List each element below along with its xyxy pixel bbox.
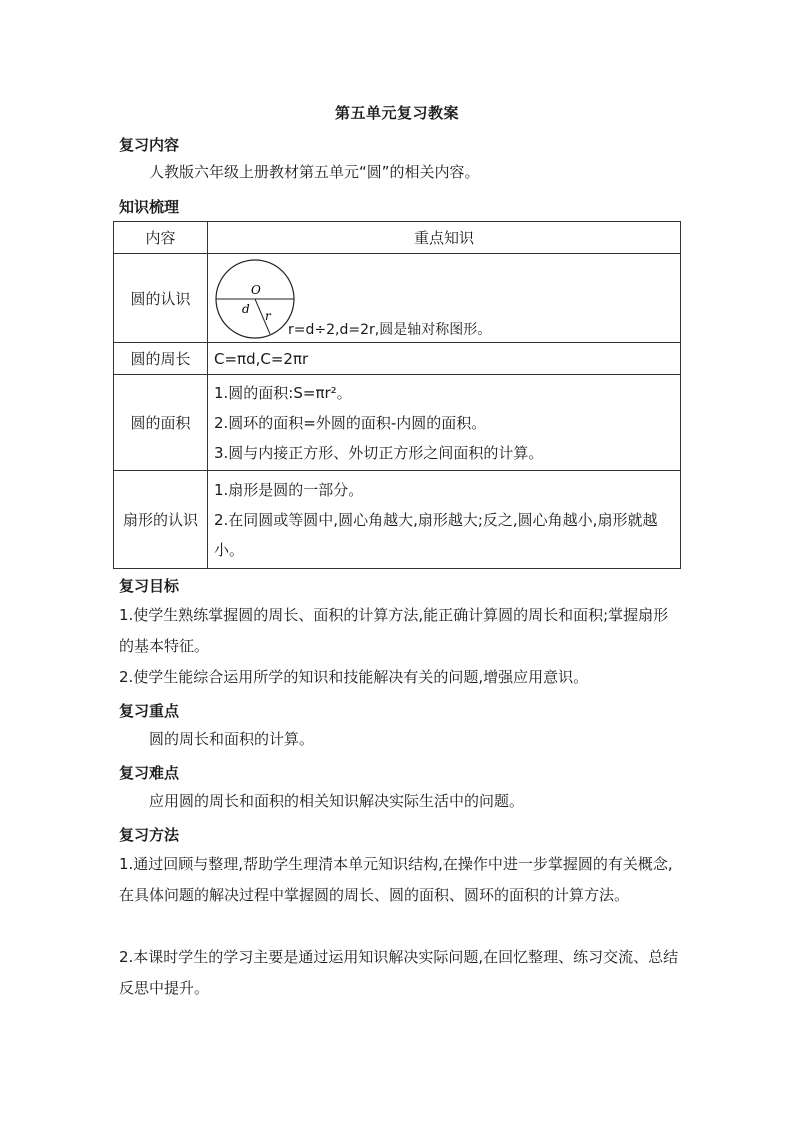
table-header-row [114,222,681,254]
content-text: 人教版六年级上册教材第五单元“圆”的相关内容。 [149,163,480,181]
section-heading-content: 复习内容 [119,136,180,154]
goal-item-1: 1.使学生熟练掌握圆的周长、面积的计算方法,能正确计算圆的周长和面积;掌握扇形的基本特征。 [119,606,669,655]
section-heading-key-points: 复习重点 [119,702,180,720]
row-content [208,343,681,375]
area-line-1: 1.圆的面积:S=πr²。 [214,383,352,402]
row-topic: 圆的认识 [114,254,208,343]
section-heading-methods: 复习方法 [119,826,180,844]
row-topic: 圆的周长 [114,343,208,375]
section-heading-knowledge: 知识梳理 [119,198,180,216]
difficulties-text: 应用圆的周长和面积的相关知识解决实际生活中的问题。 [149,792,525,810]
row-topic: 扇形的认识 [114,471,208,569]
method-item-2: 2.本课时学生的学习主要是通过运用知识解决实际问题,在回忆整理、练习交流、总结反思中提升。 [119,948,679,997]
area-line-3: 3.圆与内接正方形、外切正方形之间面积的计算。 [214,443,544,462]
section-heading-difficulties: 复习难点 [119,764,180,782]
label-diameter: d [242,302,250,316]
section-heading-goals: 复习目标 [119,577,180,595]
circle-figure [214,256,674,340]
method-item-1: 1.通过回顾与整理,帮助学生理清本单元知识结构,在操作中进一步掌握圆的有关概念,在具体问题的解决过程中掌握圆的周长、圆的面积、圆环的面积的计算方法。 [119,855,673,904]
table-row [114,254,681,343]
row-content [208,254,681,343]
sector-line-1: 1.扇形是圆的一部分。 [214,480,364,499]
row-content [208,471,681,569]
table-header-key-knowledge: 重点知识 [208,222,681,254]
label-radius: r [265,309,271,323]
circle-diagram [214,258,298,340]
table-row [114,343,681,375]
row-content [208,375,681,471]
row-topic: 圆的面积 [114,375,208,471]
key-points-text: 圆的周长和面积的计算。 [149,730,315,748]
sector-line-2: 2.在同圆或等圆中,圆心角越大,扇形越大;反之,圆心角越小,扇形就越小。 [214,510,658,559]
knowledge-table [113,221,681,569]
goal-item-2: 2.使学生能综合运用所学的知识和技能解决有关的问题,增强应用意识。 [119,668,589,686]
page-title: 第五单元复习教案 [334,104,459,122]
circle-formula: r=d÷2,d=2r,圆是轴对称图形。 [288,322,492,338]
table-row [114,471,681,569]
circumference-formula: C=πd,C=2πr [214,349,309,368]
table-header-topic: 内容 [114,222,208,254]
table-row [114,375,681,471]
area-line-2: 2.圆环的面积=外圆的面积-内圆的面积。 [214,413,487,432]
label-center: O [251,283,261,297]
